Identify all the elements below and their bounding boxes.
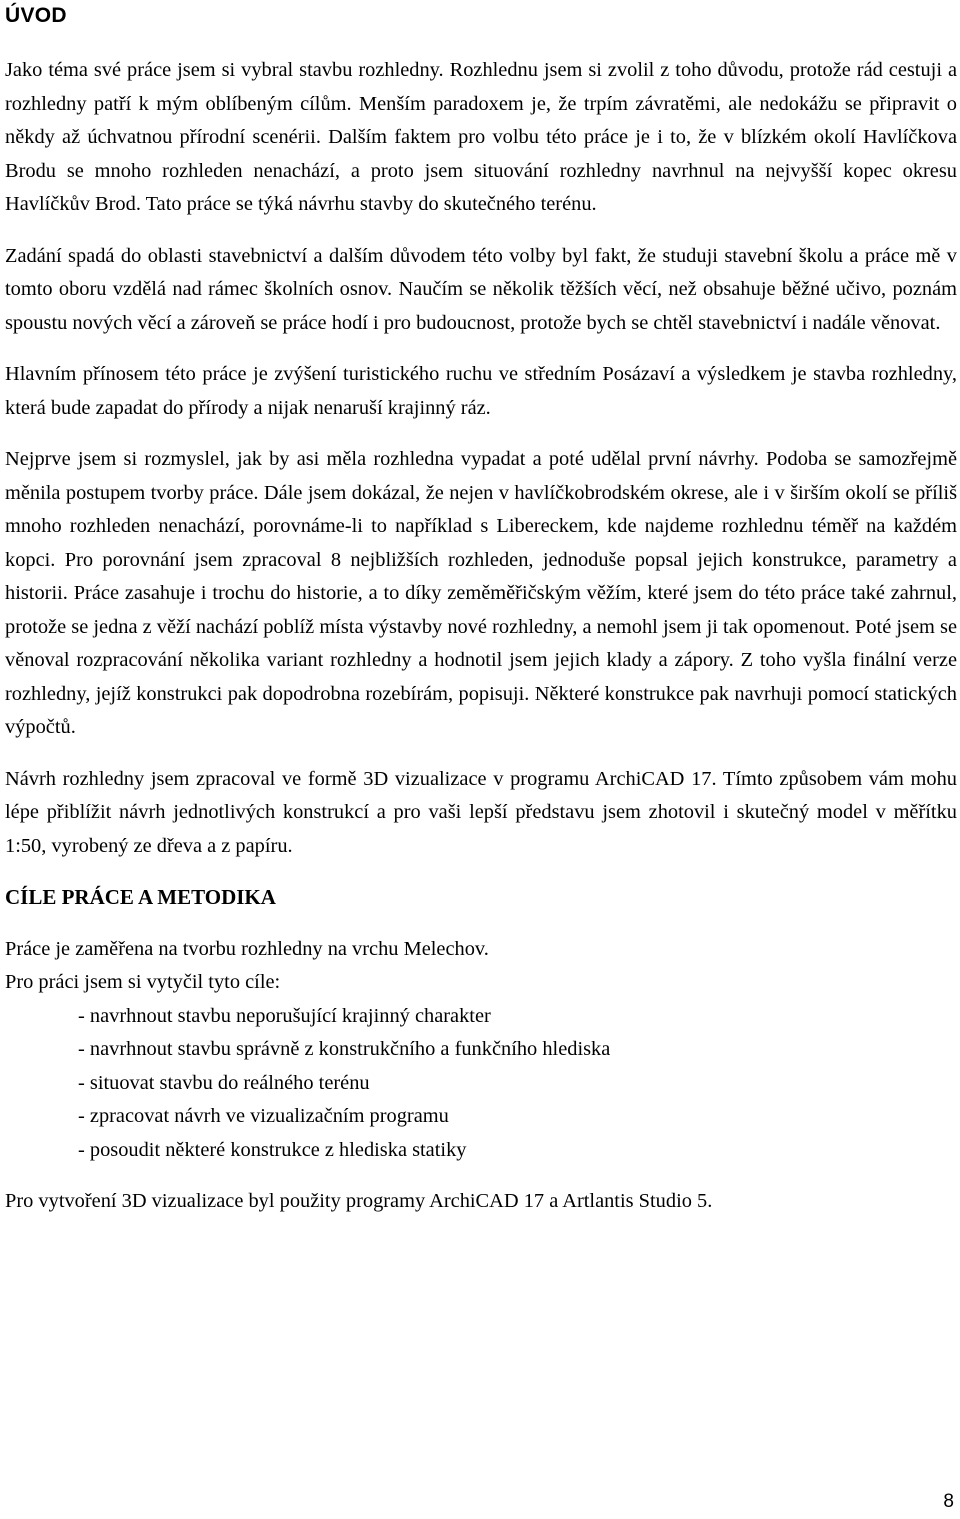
paragraph-assignment: Zadání spadá do oblasti stavebnictví a dalším důvodem této volby byl fakt, že studuji stavební školu a práce mě v tomto oboru vzdělá nad rámec školních osnov. Naučím se několik těžších věcí, než obsahuje běžné učivo, poznám spoustu nových věcí a zároveň se práce hodí i pro budoucnost, protože bych se chtěl stavebnictví i nadále věnovat. <box>5 244 957 334</box>
document-body <box>5 54 957 1219</box>
goals-list-item: - situovat stavbu do reálného terénu <box>78 1071 370 1094</box>
goals-list <box>5 1000 957 1168</box>
paragraph-visualization: Návrh rozhledny jsem zpracoval ve formě 3D vizualizace v programu ArchiCAD 17. Tímto způsobem vám mohu lépe přiblížit návrh jednotlivých konstrukcí a pro vaši lepší představu jsem zhotovil i skutečný model v měřítku 1:50, vyrobený ze dřeva a z papíru. <box>5 767 957 857</box>
page-number: 8 <box>943 1491 954 1512</box>
goals-list-item: - zpracovat návrh ve vizualizačním programu <box>78 1105 449 1127</box>
paragraph-topic-choice: Jako téma své práce jsem si vybral stavbu rozhledny. Rozhlednu jsem si zvolil z toho důvodu, protože rád cestuji a rozhledny patří k mým oblíbeným cílům. Menším paradoxem je, že trpím závratěmi, ale nedokážu se připravit o někdy až úchvatnou přírodní scenérii. Dalším faktem pro volbu této práce je i to, že v blízkém okolí Havlíčkova Brodu se mnoho rozhleden nenachází, a proto jsem situování rozhledny navrhnul na nejvyšší kopec okresu Havlíčkův Brod. Tato práce se týká návrhu stavby do skutečného terénu. <box>5 59 957 215</box>
section-heading-uvod: ÚVOD <box>5 4 67 27</box>
paragraph-process: Nejprve jsem si rozmyslel, jak by asi měla rozhledna vypadat a poté udělal první návrhy. Podoba se samozřejmě měnila postupem tvorby práce. Dále jsem dokázal, že nejen v havlíčkobrodském okrese, ale i v širším okolí se příliš mnoho rozhleden nenachází, porovnáme-li to například s Libereckem, kde najdeme rozhlednu téměř na každém kopci. Pro porovnání jsem zpracoval 8 nejbližších rozhleden, jednoduše popsal jejich konstrukce, parametry a historii. Práce zasahuje i trochu do historie, a to díky zeměměřičským věžím, které jsem do této práce také zahrnul, protože se jedna z věží nachází poblíž místa výstavby nové rozhledny, a nemohl jsem ji tak opomenout. Poté jsem se věnoval rozpracování několika variant rozhledny a hodnotil jsem jejich klady a zápory. Z toho vyšla finální verze rozhledny, jejíž konstrukci pak dopodrobna rozebírám, popisuji. Některé konstrukce pak navrhuji pomocí statických výpočtů. <box>5 448 957 738</box>
goals-list-item: - navrhnout stavbu neporušující krajinný charakter <box>78 1004 491 1027</box>
goals-intro-line-1: Práce je zaměřena na tvorbu rozhledny na vrchu Melechov. <box>5 937 489 960</box>
paragraph-software: Pro vytvoření 3D vizualizace byl použity programy ArchiCAD 17 a Artlantis Studio 5. <box>5 1190 713 1212</box>
goals-list-item: - posoudit některé konstrukce z hlediska statiky <box>78 1138 467 1161</box>
paragraph-main-benefit: Hlavním přínosem této práce je zvýšení turistického ruchu ve středním Posázaví a výsledkem je stavba rozhledny, která bude zapadat do přírody a nijak nenaruší krajinný ráz. <box>5 363 957 419</box>
goals-list-item: - navrhnout stavbu správně z konstrukčního a funkčního hlediska <box>78 1038 611 1060</box>
goals-intro-line-2: Pro práci jsem si vytyčil tyto cíle: <box>5 971 281 993</box>
section-heading-cile: CÍLE PRÁCE A METODIKA <box>5 885 276 909</box>
